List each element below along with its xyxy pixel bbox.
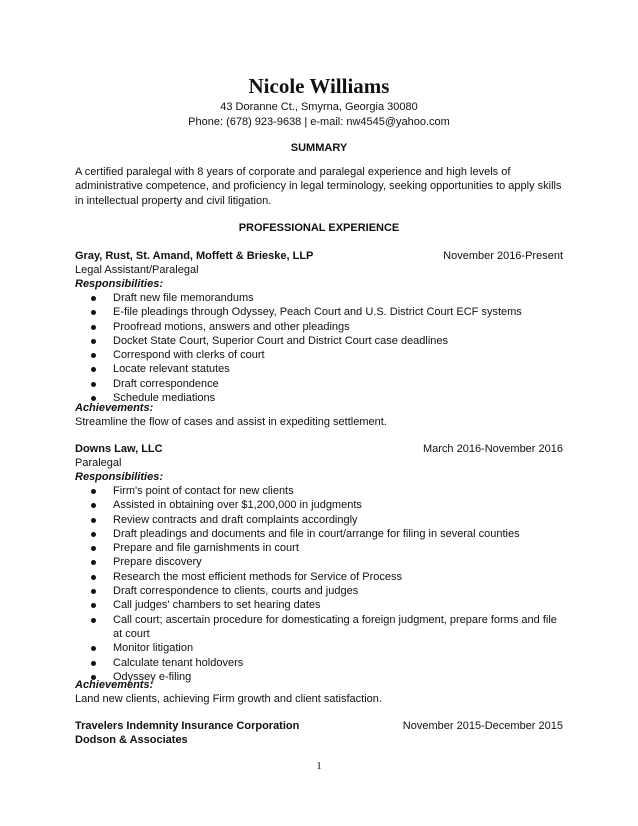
responsibility-text: Assisted in obtaining over $1,200,000 in judgments <box>113 499 362 512</box>
responsibility-text: E-file pleadings through Odyssey, Peach Court and U.S. District Court ECF systems <box>113 306 522 319</box>
responsibility-item <box>75 613 565 642</box>
achievements-label: Achievements: <box>75 402 154 414</box>
job-dates: March 2016-November 2016 <box>422 443 563 455</box>
bullet-icon <box>91 325 96 330</box>
responsibility-text: Schedule mediations <box>113 392 216 405</box>
achievements-text: Land new clients, achieving Firm growth and client satisfaction. <box>75 693 382 705</box>
bullet-icon <box>91 603 96 608</box>
responsibility-item <box>75 555 565 569</box>
responsibility-item <box>75 598 565 612</box>
job-header <box>75 719 563 733</box>
responsibility-text: Research the most efficient methods for Service of Process <box>113 570 402 583</box>
bullet-icon <box>91 503 96 508</box>
contact-line: Phone: (678) 923-9638 | e-mail: nw4545@yahoo.com <box>188 116 450 128</box>
bullet-icon <box>91 646 96 651</box>
responsibility-text: Draft correspondence <box>113 377 219 390</box>
experience-heading: PROFESSIONAL EXPERIENCE <box>238 222 400 234</box>
responsibilities-label: Responsibilities: <box>75 471 164 483</box>
summary-heading: SUMMARY <box>290 142 348 154</box>
responsibility-item <box>75 320 565 334</box>
bullet-icon <box>91 661 96 666</box>
responsibility-text: Prepare and file garnishments in court <box>113 542 299 555</box>
responsibility-text: Correspond with clerks of court <box>113 349 265 362</box>
bullet-icon <box>91 339 96 344</box>
summary-text: A certified paralegal with 8 years of corporate and paralegal experience and high levels of administrative competence, and proficiency in legal terminology, seeking opportunities to apply skills in intellectual property and civil litigation. <box>75 166 562 207</box>
job-header <box>75 249 563 263</box>
responsibility-item <box>75 498 565 512</box>
company-name: Gray, Rust, St. Amand, Moffett & Brieske, LLP <box>75 250 314 262</box>
responsibility-item <box>75 641 565 655</box>
achievements-text: Streamline the flow of cases and assist in expediting settlement. <box>75 416 387 428</box>
responsibility-item <box>75 513 565 527</box>
job-title: Paralegal <box>75 457 122 469</box>
responsibility-text: Locate relevant statutes <box>113 363 230 376</box>
bullet-icon <box>91 618 96 623</box>
page-number: 1 <box>316 760 322 772</box>
responsibilities-list <box>75 291 565 405</box>
responsibility-item <box>75 656 565 670</box>
achievements-label: Achievements: <box>75 679 154 691</box>
responsibility-text: Call court; ascertain procedure for domesticating a foreign judgment, prepare forms and file at court <box>113 613 557 640</box>
company-name: Travelers Indemnity Insurance Corporation <box>75 720 300 732</box>
responsibility-item <box>75 484 565 498</box>
job-header <box>75 442 563 456</box>
responsibility-text: Monitor litigation <box>113 642 194 655</box>
responsibility-item <box>75 541 565 555</box>
bullet-icon <box>91 310 96 315</box>
responsibility-text: Prepare discovery <box>113 556 202 569</box>
responsibility-item <box>75 527 565 541</box>
responsibility-text: Draft correspondence to clients, courts and judges <box>113 585 359 598</box>
company-name-secondary: Dodson & Associates <box>75 734 188 746</box>
bullet-icon <box>91 532 96 537</box>
responsibility-text: Docket State Court, Superior Court and District Court case deadlines <box>113 334 449 347</box>
responsibilities-label: Responsibilities: <box>75 278 164 290</box>
responsibility-text: Call judges' chambers to set hearing dates <box>113 599 321 612</box>
responsibility-item <box>75 334 565 348</box>
bullet-icon <box>91 382 96 387</box>
bullet-icon <box>91 575 96 580</box>
responsibility-text: Proofread motions, answers and other pleadings <box>113 320 350 333</box>
job-dates: November 2015-December 2015 <box>402 720 563 732</box>
bullet-icon <box>91 518 96 523</box>
responsibility-text: Draft new file memorandums <box>113 292 254 304</box>
bullet-icon <box>91 353 96 358</box>
responsibility-text: Firm's point of contact for new clients <box>113 485 294 497</box>
bullet-icon <box>91 489 96 494</box>
address-line: 43 Doranne Ct., Smyrna, Georgia 30080 <box>220 101 418 113</box>
responsibility-text: Odyssey e-filing <box>113 670 192 683</box>
responsibility-item <box>75 305 565 319</box>
bullet-icon <box>91 560 96 565</box>
responsibility-item <box>75 291 565 305</box>
company-name: Downs Law, LLC <box>75 443 163 455</box>
responsibility-item <box>75 570 565 584</box>
responsibility-text: Review contracts and draft complaints accordingly <box>113 513 358 526</box>
job-title: Legal Assistant/Paralegal <box>75 264 199 276</box>
responsibility-item <box>75 362 565 376</box>
bullet-icon <box>91 296 96 301</box>
candidate-name: Nicole Williams <box>248 74 390 98</box>
responsibility-text: Draft pleadings and documents and file in court/arrange for filing in several counties <box>113 527 520 540</box>
responsibility-text: Calculate tenant holdovers <box>113 656 244 669</box>
bullet-icon <box>91 546 96 551</box>
bullet-icon <box>91 367 96 372</box>
responsibility-item <box>75 348 565 362</box>
responsibility-item <box>75 584 565 598</box>
job-dates: November 2016-Present <box>443 250 563 262</box>
bullet-icon <box>91 589 96 594</box>
responsibilities-list <box>75 484 565 684</box>
responsibility-item <box>75 377 565 391</box>
